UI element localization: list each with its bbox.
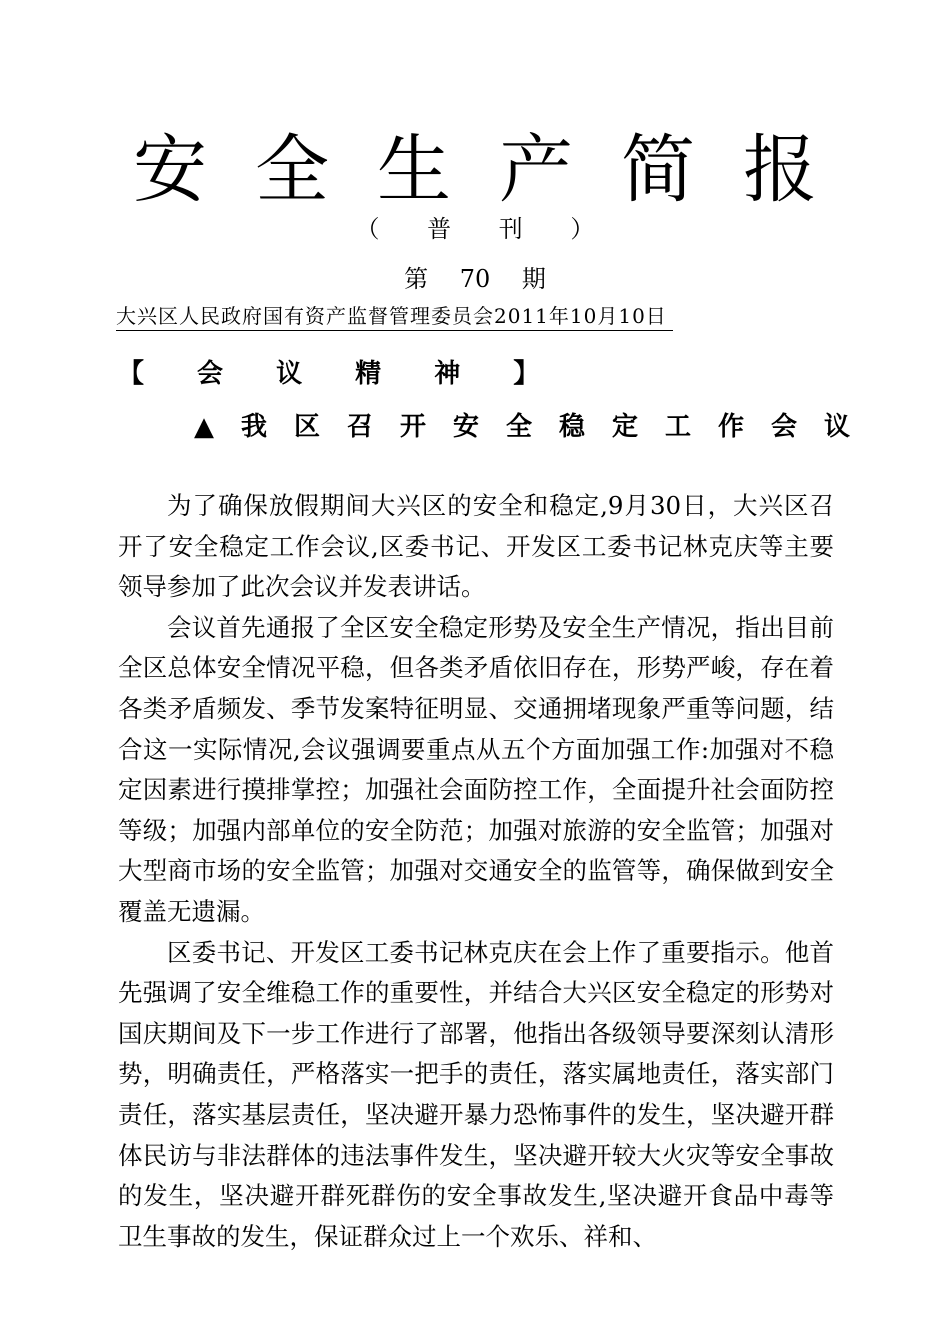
article-body: [118, 486, 834, 1257]
issue-prefix: 第: [404, 265, 429, 293]
edition-label: （ 普 刊 ）: [355, 215, 615, 243]
section-heading: 【 会 议 精 神 】: [118, 359, 562, 389]
issue-suffix: 期: [521, 265, 546, 293]
issue-number: [0, 262, 950, 296]
article-headline: ▲我区召开安全稳定工作会议: [194, 412, 877, 442]
paragraph: 会议首先通报了全区安全稳定形势及安全生产情况，指出目前全区总体安全情况平稳，但各类矛盾依旧存在，形势严峻，存在着各类矛盾频发、季节发案特征明显、交通拥堵现象严重等问题，结合这一实际情况,会议强调要重点从五个方面加强工作:加强对不稳定因素进行摸排掌控；加强社会面防控工作，全面提升社会面防控等级；加强内部单位的安全防范；加强对旅游的安全监管；加强对大型商市场的安全监管；加强对交通安全的监管等，确保做到安全覆盖无遗漏。: [118, 612, 834, 926]
issue-number-value: 70: [459, 265, 491, 293]
issuer-and-date: 大兴区人民政府国有资产监督管理委员会2011年10月10日: [116, 302, 673, 331]
paragraph: 区委书记、开发区工委书记林克庆在会上作了重要指示。他首先强调了安全维稳工作的重要性，并结合大兴区安全稳定的形势对国庆期间及下一步工作进行了部署，他指出各级领导要深刻认清形势，明确责任，严格落实一把手的责任，落实属地责任，落实部门责任，落实基层责任，坚决避开暴力恐怖事件的发生，坚决避开群体民访与非法群体的违法事件发生，坚决避开较大火灾等安全事故的发生，坚决避开群死群伤的安全事故发生,坚决避开食品中毒等卫生事故的发生，保证群众过上一个欢乐、祥和、: [118, 937, 834, 1251]
bulletin-title: 安全生产简报: [133, 127, 865, 213]
paragraph: 为了确保放假期间大兴区的安全和稳定,9月30日，大兴区召开了安全稳定工作会议,区委书记、开发区工委书记林克庆等主要领导参加了此次会议并发表讲话。: [118, 491, 834, 602]
